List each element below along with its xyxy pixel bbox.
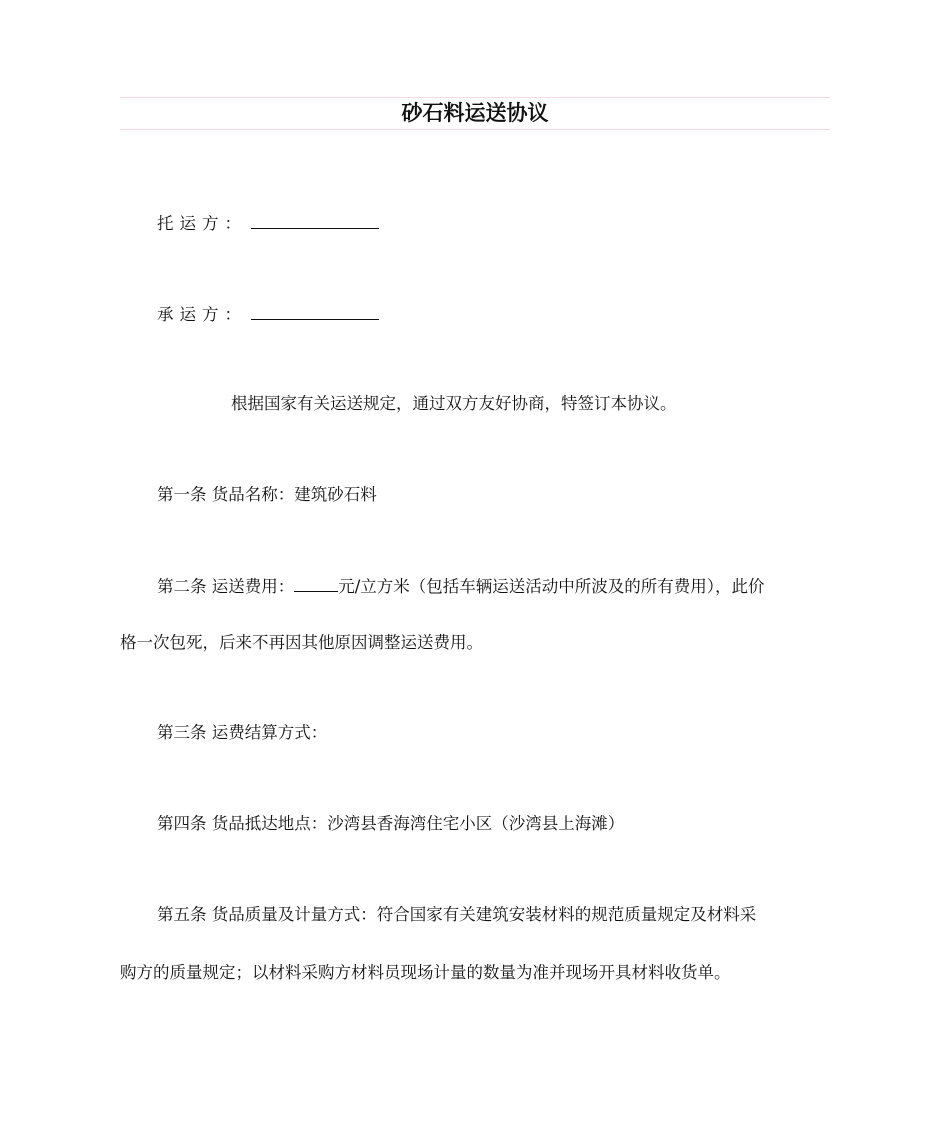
- article-5-line-2: 购方的质量规定；以材料采购方材料员现场计量的数量为准并现场开具材料收货单。: [120, 963, 731, 982]
- title-bottom-rule: [120, 129, 830, 130]
- preamble-text: 根据国家有关运送规定，通过双方友好协商，特签订本协议。: [231, 394, 677, 413]
- shipper-label: 托运方：: [157, 214, 247, 233]
- document-title: 砂石料运送协议: [401, 101, 549, 125]
- article-2-line-2: 格一次包死，后来不再因其他原因调整运送费用。: [120, 633, 483, 652]
- article-2-line-1: [120, 573, 869, 599]
- article-4: 第四条 货品抵达地点：沙湾县香海湾住宅小区（沙湾县上海滩）: [157, 814, 625, 833]
- article-1: 第一条 货品名称：建筑砂石料: [157, 485, 377, 504]
- shipper-line: [120, 210, 869, 236]
- article-5-line-1: 第五条 货品质量及计量方式：符合国家有关建筑安装材料的规范质量规定及材料采: [157, 905, 757, 924]
- fee-blank: [294, 573, 338, 592]
- article-2-prefix: 第二条 运送费用：: [157, 577, 295, 596]
- carrier-label: 承运方：: [157, 305, 247, 324]
- carrier-line: [120, 301, 869, 327]
- shipper-blank: [251, 210, 379, 229]
- carrier-blank: [251, 301, 379, 320]
- article-3: 第三条 运费结算方式：: [157, 723, 328, 742]
- article-2-unit-text: 元/立方米（包括车辆运送活动中所波及的所有费用），此价: [338, 577, 765, 596]
